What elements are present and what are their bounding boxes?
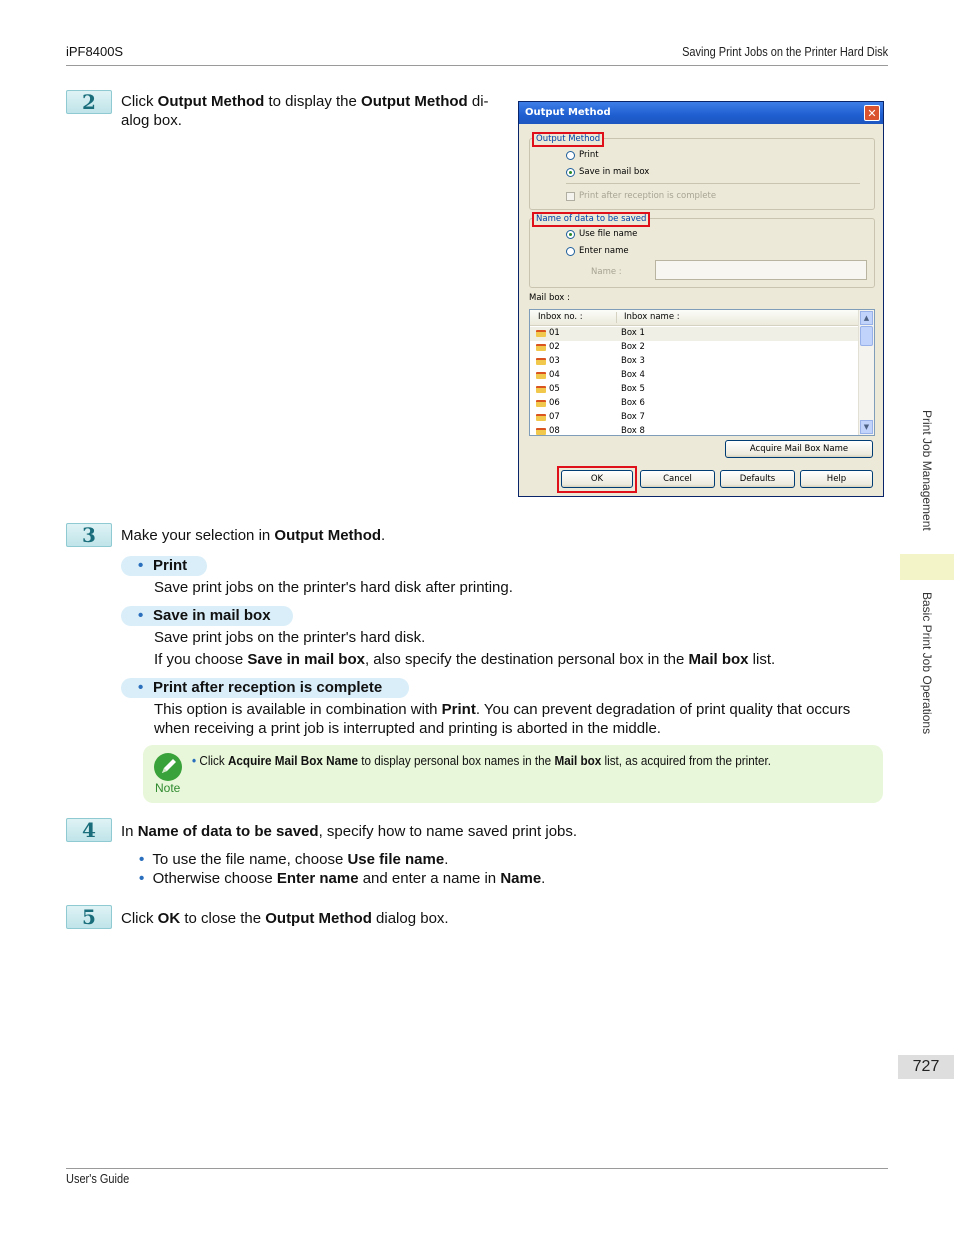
inbox-name: Box 8 <box>621 426 645 436</box>
save-in-mail-box-radio[interactable] <box>566 168 575 177</box>
inbox-no: 02 <box>549 342 560 352</box>
scroll-down-icon[interactable]: ▼ <box>860 420 873 434</box>
bullet-mailbox-desc2: If you choose Save in mail box, also specify the destination personal box in the Mail box list. <box>154 651 776 668</box>
dialog-title: Output Method <box>519 102 883 124</box>
print-after-reception-label: Print after reception is complete <box>579 191 717 201</box>
bullet-dot-icon: • <box>138 557 144 574</box>
enter-name-radio[interactable] <box>566 247 575 256</box>
note-pencil-icon <box>154 753 182 781</box>
name-of-data-group-label: Name of data to be saved <box>532 212 650 227</box>
step-4-text: In Name of data to be saved, specify how to name saved print jobs. <box>121 823 578 840</box>
scroll-thumb[interactable] <box>860 326 873 346</box>
bullet-dot-icon: • <box>192 753 197 768</box>
step-2-text: Click Output Method to display the Output Method di- alog box. <box>121 93 489 129</box>
column-inbox-name[interactable]: Inbox name : <box>624 312 680 322</box>
inbox-no: 05 <box>549 384 560 394</box>
output-method-separator <box>566 183 860 184</box>
scroll-up-icon[interactable]: ▲ <box>860 311 873 325</box>
mail-box-list[interactable] <box>529 309 875 436</box>
step-2-number: 2 <box>66 90 112 114</box>
list-item[interactable] <box>530 383 860 397</box>
bullet-save-in-mail-box: • Save in mail box <box>121 606 293 626</box>
acquire-mail-box-name-button[interactable]: Acquire Mail Box Name <box>725 440 873 458</box>
list-item[interactable] <box>530 411 860 425</box>
step-3-text: Make your selection in Output Method. <box>121 527 386 544</box>
help-button[interactable]: Help <box>800 470 873 488</box>
print-after-reception-checkbox[interactable] <box>566 192 575 201</box>
list-item[interactable] <box>530 355 860 369</box>
inbox-no: 01 <box>549 328 560 338</box>
inbox-name: Box 6 <box>621 398 645 408</box>
page-number: 727 <box>898 1055 954 1079</box>
defaults-button[interactable]: Defaults <box>720 470 795 488</box>
inbox-name: Box 3 <box>621 356 645 366</box>
list-scrollbar[interactable] <box>858 310 874 435</box>
bullet-after-desc1: This option is available in combination with Print. You can prevent degradation of print quality that occurs <box>154 701 851 718</box>
side-chapter: Print Job Management <box>920 410 934 531</box>
save-in-mail-box-label: Save in mail box <box>579 167 650 177</box>
inbox-name: Box 2 <box>621 342 645 352</box>
folder-icon <box>536 344 546 351</box>
header-section: Saving Print Jobs on the Printer Hard Disk <box>681 45 888 59</box>
footer-rule <box>66 1168 888 1169</box>
folder-icon <box>536 386 546 393</box>
step-5-text: Click OK to close the Output Method dialog box. <box>121 910 449 927</box>
list-header <box>530 310 860 326</box>
output-method-dialog <box>518 101 884 497</box>
inbox-name: Box 4 <box>621 370 645 380</box>
step-4-bullet-1: • To use the file name, choose Use file name. <box>139 851 449 868</box>
close-icon[interactable]: ✕ <box>864 105 880 121</box>
inbox-no: 03 <box>549 356 560 366</box>
inbox-name: Box 5 <box>621 384 645 394</box>
bullet-dot-icon: • <box>138 607 144 624</box>
bullet-mailbox-desc1: Save print jobs on the printer's hard disk. <box>154 629 426 646</box>
inbox-no: 06 <box>549 398 560 408</box>
list-item[interactable] <box>530 369 860 383</box>
enter-name-label: Enter name <box>579 246 629 256</box>
inbox-no: 04 <box>549 370 560 380</box>
bullet-print: • Print <box>121 556 207 576</box>
list-item[interactable] <box>530 327 860 341</box>
inbox-no: 08 <box>549 426 560 436</box>
note-text: • Click Acquire Mail Box Name to display personal box names in the Mail box list, as acquired from the printer. <box>192 753 771 768</box>
output-method-group-label: Output Method <box>532 132 604 147</box>
footer-guide: User's Guide <box>66 1172 130 1186</box>
side-tab-marker <box>900 554 954 580</box>
column-inbox-no[interactable]: Inbox no. : <box>538 312 583 322</box>
print-radio[interactable] <box>566 151 575 160</box>
use-file-name-radio[interactable] <box>566 230 575 239</box>
name-field-label: Name : <box>591 267 622 277</box>
bullet-dot-icon: • <box>139 851 145 868</box>
folder-icon <box>536 330 546 337</box>
step-5-number: 5 <box>66 905 112 929</box>
use-file-name-label: Use file name <box>579 229 638 239</box>
bullet-print-after-reception: • Print after reception is complete <box>121 678 409 698</box>
step-4-bullet-2: • Otherwise choose Enter name and enter a name in Name. <box>139 870 546 887</box>
bullet-after-desc2: when receiving a print job is interrupted and printing is aborted in the middle. <box>154 720 661 737</box>
note-label: Note <box>155 781 181 795</box>
step-4-number: 4 <box>66 818 112 842</box>
folder-icon <box>536 358 546 365</box>
folder-icon <box>536 414 546 421</box>
list-item[interactable] <box>530 397 860 411</box>
column-divider <box>616 312 617 323</box>
ok-button[interactable]: OK <box>561 470 633 488</box>
folder-icon <box>536 428 546 435</box>
header-model: iPF8400S <box>66 44 124 59</box>
bullet-dot-icon: • <box>139 870 145 887</box>
list-item[interactable] <box>530 425 860 436</box>
bullet-print-desc: Save print jobs on the printer's hard disk after printing. <box>154 579 513 596</box>
folder-icon <box>536 400 546 407</box>
header-rule <box>66 65 888 66</box>
inbox-name: Box 1 <box>621 328 645 338</box>
side-subchapter: Basic Print Job Operations <box>920 592 934 735</box>
mail-box-label: Mail box : <box>529 293 570 303</box>
folder-icon <box>536 372 546 379</box>
name-input[interactable] <box>655 260 867 280</box>
inbox-name: Box 7 <box>621 412 645 422</box>
inbox-no: 07 <box>549 412 560 422</box>
print-radio-label: Print <box>579 150 599 160</box>
list-item[interactable] <box>530 341 860 355</box>
bullet-dot-icon: • <box>138 679 144 696</box>
cancel-button[interactable]: Cancel <box>640 470 715 488</box>
step-3-number: 3 <box>66 523 112 547</box>
